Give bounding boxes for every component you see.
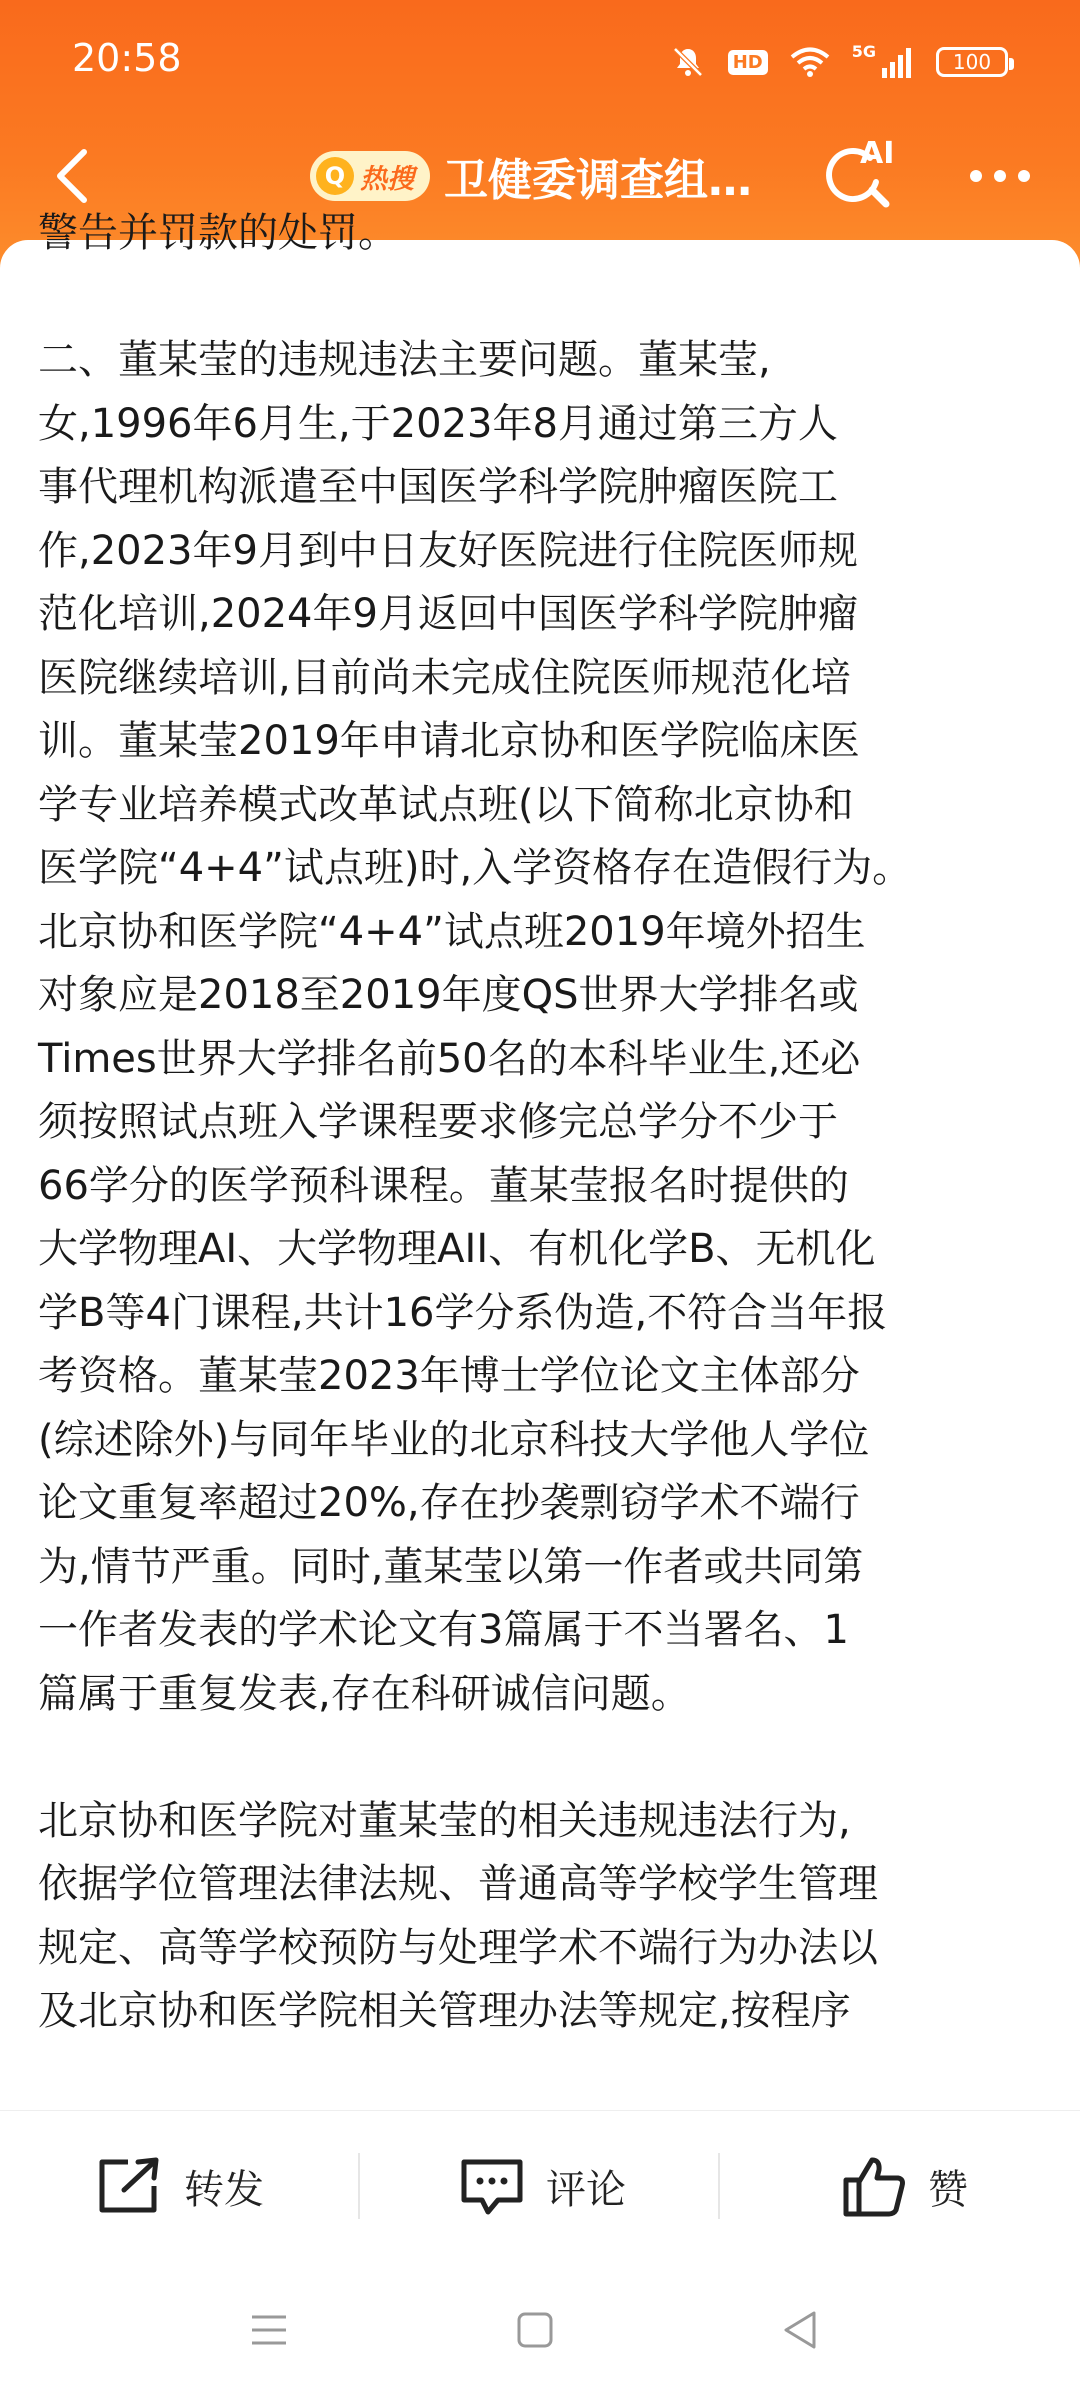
hot-search-badge[interactable] (310, 151, 430, 201)
article-line: 篇属于重复发表,存在科研诚信问题。 (38, 1670, 691, 1717)
article-line: 北京协和医学院“4+4”试点班2019年境外招生 (38, 908, 866, 955)
article-line: 警告并罚款的处罚。 (38, 210, 398, 256)
article-line: 学B等4门课程,共计16学分系伪造,不符合当年报 (38, 1289, 888, 1336)
status-icons (670, 42, 1008, 82)
title-area[interactable] (310, 144, 752, 208)
mute-bell-icon (670, 44, 706, 80)
wifi-icon (790, 46, 830, 78)
article-line: 大学物理AI、大学物理AII、有机化学B、无机化 (38, 1226, 876, 1272)
article-line: 66学分的医学预科课程。董某莹报名时提供的 (38, 1162, 849, 1209)
menu-nav-button[interactable] (244, 2305, 294, 2355)
article-line: 论文重复率超过20%,存在抄袭剽窃学术不端行 (38, 1480, 860, 1526)
hd-badge: HD (728, 50, 768, 75)
article-line: 医院继续培训,目前尚未完成住院医师规范化培 (38, 654, 851, 701)
article-line: Times世界大学排名前50名的本科毕业生,还必 (38, 1035, 861, 1082)
action-divider (718, 2153, 720, 2219)
like-button[interactable] (842, 2111, 968, 2261)
article-line: 考资格。董某莹2023年博士学位论文主体部分 (38, 1353, 860, 1399)
article-line: 医学院“4+4”试点班)时,入学资格存在造假行为。 (38, 845, 913, 891)
article-line: 事代理机构派遣至中国医学科学院肿瘤医院工 (38, 464, 838, 510)
article-line: 训。董某莹2019年申请北京协和医学院临床医 (38, 718, 860, 764)
share-button[interactable] (96, 2111, 264, 2261)
system-nav-bar (0, 2260, 1080, 2400)
battery-level: 100 (952, 50, 992, 74)
more-dot-icon (994, 170, 1006, 182)
thumbs-up-icon (842, 2154, 908, 2218)
article-line: 须按照试点班入学课程要求修完总学分不少于 (38, 1099, 838, 1145)
action-divider (358, 2153, 360, 2219)
article-line: 作,2023年9月到中日友好医院进行住院医师规 (38, 527, 858, 574)
article-line: 学专业培养模式改革试点班(以下简称北京协和 (38, 781, 854, 828)
article-line: 北京协和医学院对董某莹的相关违规违法行为, (38, 1797, 851, 1844)
hot-search-q-icon: Q (316, 157, 354, 195)
home-square-icon (510, 2305, 560, 2355)
article-line: 对象应是2018至2019年度QS世界大学排名或 (38, 972, 859, 1018)
article-line: 为,情节严重。同时,董某莹以第一作者或共同第 (38, 1543, 864, 1590)
like-label: 赞 (928, 2166, 968, 2213)
article-line: 二、董某莹的违规违法主要问题。董某莹, (38, 337, 771, 383)
page-title: 卫健委调查组… (444, 155, 752, 206)
battery-indicator (936, 47, 1008, 77)
back-triangle-icon (776, 2305, 826, 2355)
home-nav-button[interactable] (510, 2305, 560, 2355)
share-label: 转发 (184, 2166, 264, 2213)
article-body (38, 202, 1048, 2044)
article-line: 女,1996年6月生,于2023年8月通过第三方人 (38, 400, 838, 447)
article-line: (综述除外)与同年毕业的北京科技大学他人学位 (38, 1416, 870, 1463)
article-line: 一作者发表的学术论文有3篇属于不当署名、1 (38, 1607, 849, 1653)
ai-label: AI (860, 136, 895, 171)
status-time: 20:58 (72, 36, 182, 80)
more-dot-icon (1018, 170, 1030, 182)
menu-lines-icon (244, 2305, 294, 2355)
article-container[interactable] (0, 210, 1080, 2110)
status-bar (0, 0, 1080, 120)
more-dot-icon (970, 170, 982, 182)
comment-label: 评论 (546, 2166, 626, 2213)
back-nav-button[interactable] (776, 2305, 826, 2355)
article-line: 规定、高等学校预防与处理学术不端行为办法以 (38, 1924, 878, 1971)
signal-bars-icon (880, 46, 914, 78)
back-arrow-icon (50, 146, 94, 206)
comment-button[interactable] (458, 2111, 626, 2261)
article-line: 范化培训,2024年9月返回中国医学科学院肿瘤 (38, 591, 858, 637)
article-line: 依据学位管理法律法规、普通高等学校学生管理 (38, 1861, 878, 1907)
article-line: 及北京协和医学院相关管理办法等规定,按程序 (38, 1988, 851, 2034)
comment-icon (458, 2156, 526, 2216)
action-bar (0, 2110, 1080, 2261)
network-type-label: 5G (851, 42, 876, 61)
share-icon (96, 2156, 164, 2216)
hot-search-label: 热搜 (360, 163, 414, 195)
